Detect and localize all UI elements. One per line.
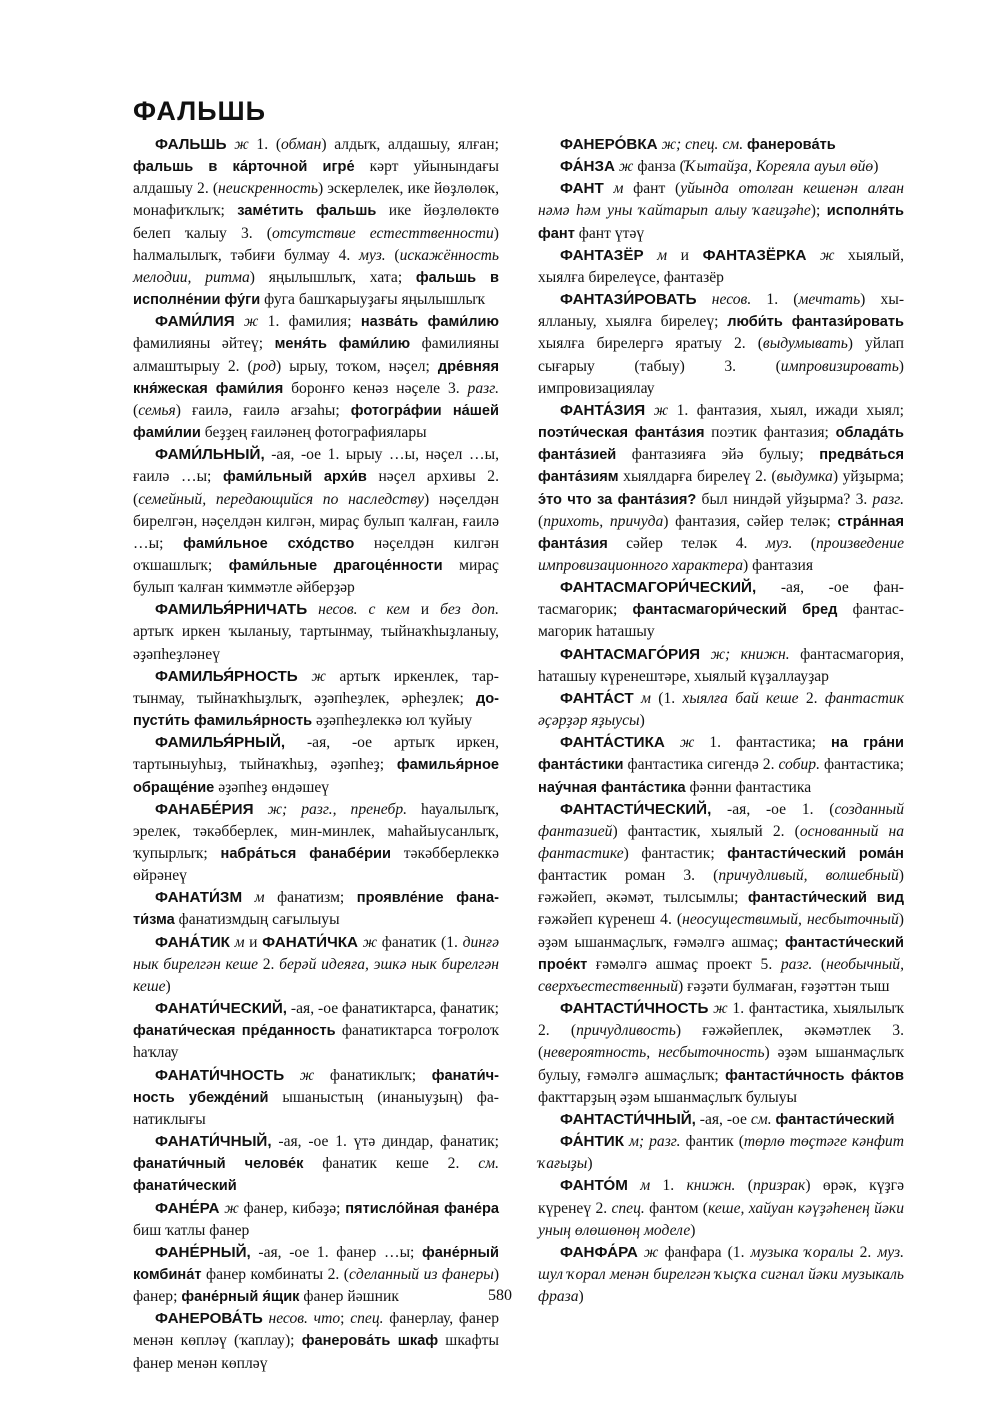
italic-label: несов.	[711, 291, 752, 309]
entry-text: 1. (	[751, 291, 799, 309]
entry-text: ) нәҫелдән бирелгән, нәҫелдән килгән, мираҫ булып ҡалған, ғаилә …ы;	[133, 490, 499, 552]
italic-label: отсутствие естесттвенности	[271, 224, 494, 242]
bold-phrase: заме́тить фальшь	[237, 203, 377, 220]
entry-text	[644, 247, 658, 264]
italic-label: ж	[819, 246, 835, 264]
entry-text: 1. фантастика;	[694, 734, 831, 752]
headword: ФАНАТИ́ЧЕСКИЙ,	[155, 1000, 288, 1018]
entry-text: боронғо кенәз нәҫеле 3.	[283, 379, 468, 397]
entry-text: -ая, -ое фантасмагорик;	[538, 579, 904, 619]
headword: ФАНТАСТИ́ЧЕСКИЙ,	[560, 800, 712, 818]
entry-text: артыҡ иркен ҡыланыу, тартынмау, тыйнаҡһыҙланыу, әҙәпһеҙләнеү	[133, 623, 499, 663]
italic-label: ж	[618, 158, 634, 176]
entry-text: -ая, -ое артыҡ иркен, тартыныуһыҙ, тыйнаҡһыҙ, әҙәпһеҙ;	[133, 734, 499, 774]
entry-text: фантасмагория, һаташыу күренештәре, хыялый күҙаллауҙар	[538, 645, 904, 685]
right-column	[538, 134, 904, 1308]
entry-text: мираҫ булып ҡалған ҡиммәтле әйберҙәр	[133, 556, 499, 597]
entry-text: фанерлау, фанер менән көпләү (ҡаплау);	[133, 1310, 499, 1350]
entry-text: ) ғәҙәти булмаған, ғәҙәттән тыш	[678, 977, 890, 995]
bold-phrase: стра́нная фанта́зия	[538, 513, 904, 552]
entry-text: фанза (	[633, 158, 685, 176]
left-column	[133, 134, 499, 1375]
bold-phrase: фане́рный комбина́т	[133, 1244, 499, 1283]
italic-label: м	[254, 889, 265, 907]
italic-label: разг.	[872, 490, 905, 508]
italic-label: несов. что	[268, 1310, 341, 1328]
italic-label: берәй идеяға, эшкә нык бирелгән кеше	[133, 955, 499, 995]
entry-text: фанатизм;	[264, 889, 357, 907]
headword: ФАНТА́СТИКА	[560, 734, 665, 752]
entry-text	[806, 247, 820, 264]
entry-text: фанер, кибәҙә;	[238, 1199, 346, 1217]
dictionary-entry	[133, 1198, 499, 1242]
headword: ФАМИЛЬЯ́РНЫЙ,	[155, 734, 286, 752]
headword: ФАНТ	[560, 180, 604, 198]
bold-phrase: поэти́ческая фанта́зия	[538, 425, 705, 442]
entry-text: )	[578, 1288, 584, 1306]
italic-label: необычный, сверхъестественный	[538, 955, 904, 995]
italic-label: ж	[679, 734, 695, 752]
entry-text: фанатиктарса тоғролоҡ һаҡлау	[133, 1022, 499, 1062]
italic-label: созданный фантазией	[538, 800, 904, 840]
bold-phrase: меня́ть фами́лию	[274, 336, 411, 353]
bold-phrase: фантасти́ческий прое́кт	[538, 934, 904, 973]
entry-text: поэтик фантазия;	[704, 424, 836, 442]
entry-text: )	[165, 977, 171, 995]
italic-label: м	[657, 246, 668, 264]
bold-phrase: фанерова́ть	[747, 137, 836, 153]
italic-label: муз.	[359, 246, 386, 264]
headword: ФАМИ́ЛИЯ	[155, 313, 235, 331]
headword: ФАНТАЗЁР	[560, 246, 644, 264]
headword: ФАНАТИ́ЧНЫЙ,	[155, 1133, 272, 1151]
italic-label: м	[234, 933, 245, 951]
entry-text: факттарҙың әҙәм ышанмаҫлыҡ булыуы	[538, 1088, 798, 1106]
entry-text: ) алдыҡ, алдашыу, ялған;	[321, 136, 499, 153]
dictionary-entry	[538, 156, 904, 178]
italic-label: музыка ҡоралы	[750, 1243, 854, 1261]
bold-phrase: фантасти́ческий	[775, 1111, 895, 1128]
headword: ФАНТО́М	[560, 1177, 628, 1195]
entry-text: фанер комбинаты 2. (	[201, 1265, 349, 1283]
dictionary-entry	[538, 400, 904, 577]
entry-text: әҙәпһеҙлеккә юл ҡуйыу	[312, 712, 473, 730]
entry-text: -ая, -ое 1. (	[711, 800, 835, 818]
dictionary-entry	[538, 732, 904, 798]
headword: ФАНАБЕ́РИЯ	[155, 800, 254, 818]
entry-text: фанатиклыҡ;	[314, 1066, 432, 1084]
entry-text: фанфара (1.	[658, 1243, 751, 1261]
entry-text: кәрт уйынындағы алдашыу 2. (	[133, 158, 499, 198]
entry-text: 2.	[258, 955, 280, 973]
entry-text: биш ҡатлы фанер	[133, 1221, 250, 1239]
headword: ФАНТАСТИ́ЧНЫЙ,	[560, 1110, 696, 1128]
entry-text: фантасмагорик һаташыу	[538, 601, 904, 641]
headword: ФАНТАСМАГОРИ́ЧЕСКИЙ,	[560, 579, 757, 597]
entry-text: -ая, -ое фанатиктарса, фанатик;	[287, 1000, 499, 1018]
dictionary-entry	[133, 311, 499, 444]
bold-phrase: фами́льное схо́дство	[183, 535, 355, 552]
entry-text: 2.	[853, 1243, 878, 1261]
entry-text: ) ғәжәйеплек, әкәмәтлек 3. (	[538, 1022, 904, 1062]
dictionary-entry	[538, 1175, 904, 1241]
italic-label: спец.	[611, 1199, 645, 1217]
headword: ФАНФА́РА	[560, 1243, 638, 1261]
entry-text: әҙәпһеҙ өндәшеү	[214, 778, 330, 796]
italic-label: собир.	[778, 756, 820, 774]
entry-text: фантик (	[680, 1133, 744, 1151]
italic-label: мечтать	[798, 291, 861, 309]
italic-label: неискренность	[218, 180, 318, 198]
headword: ФАНАТИ́ЧНОСТЬ	[155, 1066, 285, 1084]
italic-label: книжн.	[686, 1177, 736, 1195]
entry-text: ) импровизациялау	[538, 357, 904, 397]
italic-label: см.	[478, 1155, 499, 1173]
italic-label: семейный, передающийся по наследству	[138, 490, 425, 508]
italic-label: призрак	[752, 1177, 806, 1195]
italic-label: м	[613, 180, 624, 198]
entry-text: и	[409, 601, 441, 619]
entry-text: тәкәбберлеккә өйрәнеү	[133, 845, 499, 885]
italic-label: кеше, хайуан кәүҙәһенең йәки уның өлөшөнөң моделе	[538, 1199, 904, 1239]
entry-text: ) фантазия	[743, 556, 814, 574]
entry-text: һауалылыҡ, эрелек, тәкәбберлек, мин-минлек, маһайыусанлыҡ, ҡупырлыҡ;	[133, 800, 499, 862]
entry-text: 1. фамилия;	[258, 313, 361, 331]
italic-label: выдумка	[776, 468, 833, 486]
bold-phrase: набра́ться фанабе́рии	[220, 846, 391, 862]
entry-text: фант үтәү	[574, 224, 645, 242]
italic-label: выдумывать	[762, 335, 848, 353]
bold-phrase: предва́ться фанта́зиям	[538, 447, 904, 486]
entry-text: нәҫелдән килгән оҡшашлыҡ;	[133, 534, 499, 574]
headword: ФАМИЛЬЯ́РНОСТЬ	[155, 667, 298, 685]
bold-phrase: фанерова́ть шкаф	[301, 1333, 439, 1350]
bold-phrase: э́то что за фанта́зия?	[538, 491, 697, 508]
italic-label: импровизировать	[780, 357, 899, 375]
dictionary-entry	[133, 1065, 499, 1131]
dictionary-entry	[538, 1131, 904, 1175]
entry-text: фуга башҡарыуҙағы яңылышлыҡ	[260, 291, 485, 309]
headword: ФАНТА́ЗИЯ	[560, 401, 646, 419]
bold-phrase: фальшь в ка́рточной игре́	[133, 159, 355, 176]
italic-label: разг.	[467, 379, 499, 397]
entry-text: хыялға бирелергә яратыу 2. (	[538, 335, 763, 353]
entry-text	[298, 668, 312, 685]
entry-text: )	[690, 1221, 696, 1239]
entry-text: )	[873, 158, 879, 176]
entry-text: 2.	[798, 689, 825, 707]
entry-text: )	[587, 1155, 593, 1173]
entry-text: ышаныстың (инаныуҙың) фанатиклығы	[133, 1088, 499, 1128]
bold-phrase: фамилья́рное обраще́ние	[133, 757, 499, 796]
entry-text	[254, 801, 268, 818]
entry-text	[242, 889, 255, 906]
italic-label: ж	[224, 1199, 239, 1217]
italic-label: обман	[281, 136, 322, 153]
italic-label: сделанный из фанеры	[348, 1265, 494, 1283]
italic-label: ж	[311, 667, 326, 685]
italic-label: фантастик әҫәрҙәр яҙыусы	[538, 689, 904, 730]
entry-text: беҙҙең ғаиләнең фотографиялары	[200, 424, 427, 442]
entry-text	[628, 1177, 640, 1194]
headword: ФАМИ́ЛЬНЫЙ,	[155, 446, 265, 464]
entry-text: ) ғәжәйеп, әкәмәт, тылсымлы;	[538, 867, 904, 907]
italic-label: спец.	[350, 1310, 384, 1328]
entry-text: 1.	[650, 1177, 687, 1195]
italic-label: ж	[299, 1066, 315, 1084]
entry-text: (	[385, 246, 400, 264]
entry-text: ) фантастик;	[623, 845, 728, 862]
bold-phrase: фане́рный я́щик	[181, 1289, 300, 1306]
italic-label: разг.	[780, 955, 813, 973]
entry-text: фанатик кеше 2.	[303, 1155, 479, 1173]
entry-text: ике йөҙлөлөктө белеп ҡалыу 3. (	[133, 202, 499, 242]
entry-text: ) эскерлелек, ике йөҙлөлөк, монафиҡлыҡ;	[133, 180, 499, 220]
entry-text: 1. фантазия, хыял, ижади хыял;	[668, 401, 904, 419]
entry-text: ) яңылышлыҡ, хата;	[249, 268, 416, 286]
entry-text: сәйер теләк 4.	[607, 534, 766, 552]
entry-text: хыялый, хыялға бирелеүсе, фантазёр	[538, 246, 904, 286]
headword: ФАНЕРОВА́ТЬ	[155, 1310, 263, 1328]
italic-label: неосуществимый, несбыточный	[682, 911, 899, 929]
bold-phrase: люби́ть фантази́ровать	[727, 314, 904, 331]
dictionary-entry	[133, 732, 499, 798]
entry-text	[697, 291, 712, 308]
bold-phrase: дре́вняя кня́жеская фами́лия	[133, 358, 499, 397]
entry-text	[235, 313, 244, 330]
headword: ФАНТА́СТ	[560, 689, 634, 707]
entry-text: ) уйлап сығарыу (табыу) 3. (	[538, 335, 904, 375]
italic-label: невероятность, несбыточность	[543, 1044, 765, 1062]
entry-text	[284, 1067, 300, 1084]
dictionary-entry	[538, 1109, 904, 1131]
entry-text: ғәмәлгә ашмаҫ проект 5.	[587, 955, 781, 973]
dictionary-entry	[538, 998, 904, 1109]
bold-phrase: облада́ть фанта́зией	[538, 425, 905, 464]
headword: ФАНТАЗИ́РОВАТЬ	[560, 291, 697, 309]
italic-label: Ҡытайҙа, Кореяла ауыл өйө	[684, 158, 874, 176]
italic-label: хыялға бай кеше	[682, 689, 799, 707]
dictionary-entry	[538, 577, 904, 643]
bold-phrase: фотогра́фии на́шей фами́лии	[133, 402, 500, 442]
italic-label: муз. шул ҡорал менән бирелгән ҡыҫҡа сигнал йәки музыкаль фраза	[538, 1243, 904, 1306]
entry-text: фанатизмдың сағылыуы	[174, 911, 340, 929]
entry-text: (1.	[650, 689, 683, 707]
entry-text: фантастика сигендә 2.	[623, 756, 779, 774]
headword: ФАНЕ́РА	[155, 1199, 220, 1217]
italic-label: ж	[653, 401, 669, 419]
italic-label: произведение импровизационного характера	[538, 534, 905, 574]
bold-phrase: фанати́ческий	[133, 1178, 237, 1195]
dictionary-entry	[538, 178, 904, 244]
dictionary-entry	[133, 799, 499, 888]
italic-label: ж	[643, 1243, 659, 1261]
italic-label: см.	[750, 1110, 772, 1128]
entry-text	[604, 180, 614, 197]
page-number: 580	[488, 1287, 512, 1304]
entry-text	[645, 402, 653, 419]
entry-text: и	[244, 933, 263, 951]
headword: ФАЛЬШЬ	[155, 136, 227, 153]
entry-text	[634, 690, 641, 707]
entry-text: ) фанер;	[133, 1265, 500, 1306]
entry-text: фамилияны алмаштырыу 2. (	[133, 335, 500, 375]
entry-text: ) ырыу, тоҡом, нәҫел;	[276, 357, 438, 375]
entry-text: (	[133, 401, 139, 419]
bold-phrase: фантасти́ческий рома́н	[727, 846, 904, 862]
entry-text: ) фантастик, хыялый 2. (	[612, 822, 800, 840]
bold-phrase: фанати́чный челове́к	[133, 1156, 304, 1173]
italic-label: несов. с кем	[318, 601, 410, 619]
running-head: ФАЛЬШЬ	[133, 96, 267, 126]
italic-label: ж; разг., пренебр.	[267, 800, 408, 818]
italic-label: м; разг.	[628, 1133, 681, 1151]
dictionary-entry	[133, 1131, 499, 1197]
entry-text: -ая, -ое	[695, 1110, 751, 1128]
entry-text	[307, 601, 318, 618]
entry-text: был ниндәй уйҙырма? 3.	[696, 490, 873, 508]
bold-phrase: фанати́ческая пре́данность	[133, 1023, 336, 1040]
italic-label: семья	[138, 401, 176, 419]
bold-phrase: допусти́ть фамилья́рность	[133, 690, 499, 730]
bold-phrase: фальшь в исполне́нии фу́ги	[133, 269, 499, 309]
dictionary-entry	[538, 289, 904, 400]
italic-label: ж	[713, 1000, 728, 1018]
dictionary-entry	[133, 932, 499, 998]
bold-phrase: фами́льный архи́в	[223, 469, 367, 486]
bold-phrase: фантасти́ческий вид	[748, 890, 904, 907]
headword: ФА́НТИК	[560, 1133, 624, 1151]
headword: ФАНЕ́РНЫЙ,	[155, 1243, 251, 1261]
entry-text	[665, 734, 680, 751]
italic-label: ж	[362, 933, 378, 951]
entry-text: ;	[340, 1310, 351, 1328]
dictionary-entry	[538, 688, 904, 732]
italic-label: ж	[243, 313, 259, 331]
dictionary-entry	[133, 887, 499, 931]
italic-label: динғә нык бирелгән кеше	[133, 933, 499, 973]
entry-text: )	[639, 712, 645, 730]
dictionary-entry	[133, 134, 499, 311]
entry-text: ғәжәйеп күренеш 4. (	[538, 911, 683, 929]
entry-text: -ая, -ое 1. фанер …ы;	[250, 1243, 423, 1261]
entry-text	[700, 646, 710, 663]
entry-text: шкафты фанер менән көпләү	[133, 1332, 499, 1372]
bold-phrase: фантасти́чность фа́ктов	[725, 1067, 905, 1084]
entry-text: фәнни фантастика	[685, 778, 812, 796]
entry-text: (	[792, 534, 816, 552]
dictionary-entry	[538, 644, 904, 688]
bold-phrase: на гра́ни фанта́стики	[538, 735, 904, 774]
entry-text: нәҫел архивы 2. (	[133, 468, 499, 508]
entry-text: ) әҙәм ышанмаҫлыҡ, ғәмәлгә ашмаҫ;	[538, 911, 904, 951]
entry-text: хыялдарға бирелеү 2. (	[618, 468, 777, 486]
entry-text: ) ғаилә, ғаилә ағзаһы;	[175, 401, 351, 419]
entry-text: 1. (	[248, 136, 282, 153]
italic-label: искажённость мелодии, ритма	[133, 246, 499, 286]
entry-text: -ая, -ое 1. үтә диндар, фанатик;	[271, 1133, 499, 1151]
dictionary-entry	[133, 1308, 499, 1374]
headword: ФАНЕРО́ВКА	[560, 136, 658, 153]
entry-text: ) һалмалылыҡ, тәбиғи булмау 4.	[133, 224, 499, 264]
bold-phrase: пятисло́йная фане́ра	[345, 1200, 499, 1217]
headword: ФА́НЗА	[560, 158, 616, 176]
entry-text: ) әҙәм ышанмаҫлыҡ булыу, ғәмәлгә ашмаҫлыҡ;	[538, 1044, 904, 1084]
entry-text: фантастика;	[819, 756, 904, 774]
entry-text: артыҡ иркенлек, тартынмау, тыйнаҡһыҙлыҡ, әҙәпһеҙлек, әрһеҙлек;	[133, 667, 499, 707]
dictionary-entry	[133, 599, 499, 665]
entry-text: ) уйҙырма;	[832, 468, 904, 486]
entry-text: фант (	[623, 180, 681, 198]
entry-text: (	[735, 1177, 753, 1195]
bold-phrase: проявле́ние фанати́зма	[133, 890, 499, 929]
headword: ФАНТАСМАГО́РИЯ	[560, 645, 701, 663]
entry-text: фамилияны әйтеү;	[133, 335, 275, 353]
entry-text: -ая, -ое 1. ырыу …ы, нәҫел …ы, ғаилә …ы;	[133, 446, 499, 486]
italic-label: уйында отолған кешенән алған нәмә һәм уны ҡайтарып алыу ҡағиҙәһе	[538, 180, 904, 220]
entry-text: 1. фантастика, хыялылыҡ 2. (	[538, 1000, 904, 1040]
italic-label: ж	[234, 136, 249, 153]
bold-phrase: исполня́ть фант	[538, 203, 904, 242]
entry-text: и	[667, 246, 703, 264]
headword: ФАНАТИ́ЧКА	[262, 933, 358, 951]
entry-text: ) фантазия, сәйер теләк;	[663, 512, 838, 530]
dictionary-entry	[133, 444, 499, 599]
headword: ФАНА́ТИК	[155, 933, 230, 951]
dictionary-entry	[133, 998, 499, 1064]
entry-text: (	[538, 512, 544, 530]
italic-label: муз.	[765, 534, 793, 552]
entry-text: фантазияға эйә булыу;	[616, 446, 820, 464]
italic-label: ж; книжн.	[710, 645, 790, 663]
italic-label: основанный на фантастике	[538, 822, 904, 862]
entry-text: );	[810, 202, 827, 220]
italic-label: төрлө төҫтәге кәнфит ҡағыҙы	[538, 1133, 904, 1173]
italic-label: причудливый, волшебный	[718, 867, 899, 885]
entry-text: ) хыялланыу, хыялға бирелеү;	[538, 291, 905, 331]
bold-phrase: назва́ть фами́лию	[360, 314, 499, 331]
entry-text: ) өрәк, күҙгә күренеү 2.	[538, 1177, 904, 1217]
italic-label: причудливость	[576, 1022, 676, 1040]
bold-phrase: фанати́чность убежде́ний	[133, 1067, 499, 1106]
entry-text: фантастик роман 3. (	[538, 867, 719, 885]
dictionary-entry	[133, 666, 499, 732]
bold-phrase: фами́льные драгоце́нности	[228, 557, 443, 574]
bold-phrase: нау́чная фанта́стика	[538, 779, 686, 796]
dictionary-entry	[538, 134, 904, 156]
headword: ФАНАТИ́ЗМ	[155, 889, 243, 907]
italic-label: м	[641, 689, 651, 707]
dictionary-entry	[538, 799, 904, 998]
entry-text: фантом (	[644, 1199, 708, 1217]
headword: ФАМИЛЬЯ́РНИЧАТЬ	[155, 601, 308, 619]
italic-label: род	[252, 357, 277, 375]
entry-text: (	[812, 955, 827, 973]
entry-text: фанатик (1.	[377, 933, 463, 951]
italic-label: без доп.	[440, 601, 499, 619]
bold-phrase: фантасмагори́ческий бред	[632, 602, 838, 619]
italic-label: ж; спец. см.	[661, 136, 744, 153]
entry-text: фанер йәшник	[299, 1288, 399, 1306]
italic-label: м	[640, 1177, 651, 1195]
dictionary-entry	[538, 245, 904, 289]
headword: ФАНТАЗЁРКА	[702, 246, 807, 264]
headword: ФАНТАСТИ́ЧНОСТЬ	[560, 1000, 709, 1018]
italic-label: прихоть, причуда	[543, 512, 664, 530]
